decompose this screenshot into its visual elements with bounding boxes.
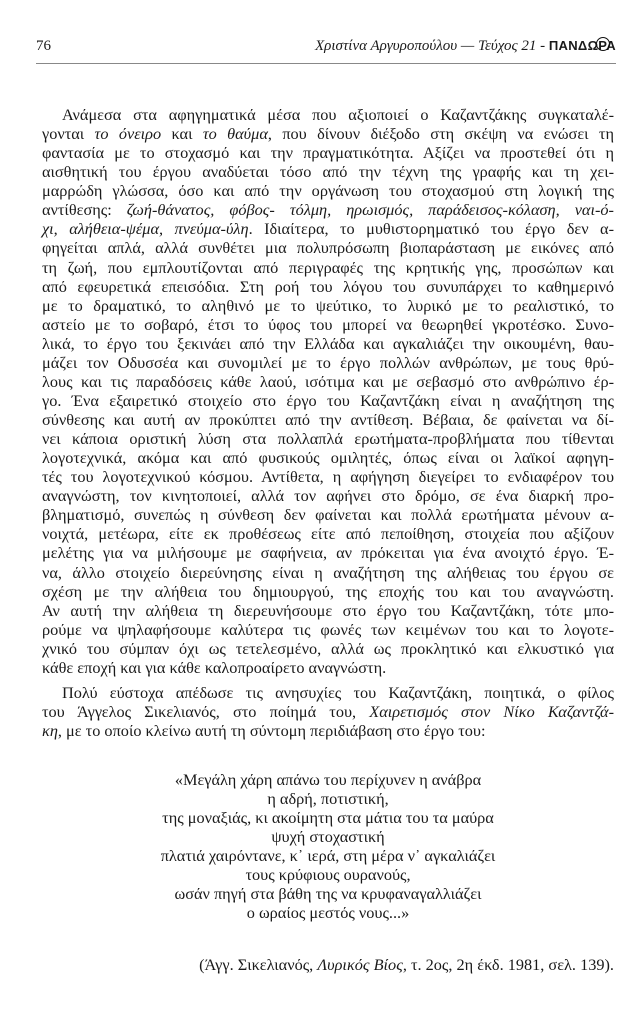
italic-text: κη bbox=[42, 721, 58, 740]
text-line bbox=[42, 702, 614, 721]
text-segment: βληματισμό, συνεπώς η σύνθεση δεν φαίνεται και πολλά ερωτήματα μένουν α- bbox=[42, 505, 614, 525]
text-line bbox=[42, 721, 614, 740]
text-line bbox=[42, 505, 614, 524]
text-segment: γονται bbox=[42, 124, 95, 144]
text-line bbox=[42, 429, 614, 448]
text-segment: τη ζωή, που εμπλουτίζονται από περιγραφές της κρητικής γης, προσώπων και bbox=[42, 257, 614, 277]
text-line bbox=[42, 258, 614, 277]
text-segment: μελέτης για να μιλήσουμε με σαφήνεια, αν πρόκειται για ένα ανοιχτό έργο. Έ- bbox=[42, 543, 614, 563]
text-line bbox=[42, 486, 614, 505]
poem-line: τους κρύφιους ουρανούς, bbox=[245, 865, 411, 884]
text-segment: μάζει τον Οδυσσέα και συνομιλεί με το έργο πολλών ανθρώπων, με τους θρύ- bbox=[42, 352, 614, 372]
text-line bbox=[42, 162, 614, 181]
text-line bbox=[42, 124, 614, 143]
italic-text: Χαιρετισμός στον Νίκο Καζαντζά- bbox=[369, 701, 614, 721]
poem-line: η αδρή, ποτιστική, bbox=[267, 789, 389, 808]
text-segment: νει κάποια οριστική λύση στα πολλαπλά ερωτήματα-προβλήματα που τίθενται bbox=[42, 429, 614, 449]
text-segment: λους και τις παραδόσεις κάθε λαού, ισότιμα και με σεβασμό στο ανθρώπινο έρ- bbox=[42, 371, 614, 391]
text-line bbox=[42, 105, 614, 124]
text-segment: ρούμε να ψηλαφήσουμε καλύτερα τις φωνές των κειμένων του και το λογοτε- bbox=[42, 619, 614, 639]
citation-title: Λυρικός Βίος bbox=[317, 955, 403, 974]
text-line bbox=[42, 448, 614, 467]
text-line bbox=[42, 219, 614, 238]
text-segment: κάθε εποχή και για κάθε καλοπροαίρετο αναγνώστη. bbox=[42, 657, 387, 677]
text-segment: φαντασία με το στοχασμό και την πραγματικότητα. Αξίζει να προστεθεί ότι η bbox=[42, 143, 614, 163]
text-segment: σχέση με την αλήθεια του δημιουργού, της εποχής του και του αναγνώστη. bbox=[42, 581, 614, 601]
header-rule bbox=[36, 63, 616, 64]
page-number: 76 bbox=[36, 38, 51, 54]
text-line bbox=[42, 620, 614, 639]
text-segment: αντίθεσης: bbox=[42, 200, 127, 220]
running-title bbox=[315, 38, 616, 55]
italic-text: ζωή-θάνατος, φόβος- τόλμη, ηρωισμός, παράδεισος-κόλαση, ναι-ό- bbox=[126, 200, 614, 220]
journal-name: ΠΑΝΔΩΡΑ bbox=[548, 38, 616, 53]
text-line bbox=[42, 658, 614, 677]
text-segment: νοιχτά, μετέωρα, είτε εκ προθέσεως είτε από πεποίθηση, στοιχεία που αξίζουν bbox=[42, 524, 614, 544]
text-line bbox=[42, 372, 614, 391]
text-segment: γο. Ένα εξαιρετικό στοιχείο στο έργο του Καζαντζάκη είναι η αναζήτηση της bbox=[42, 390, 614, 410]
text-segment: λογοτεχνικά, ακόμα και από φυσικούς ομιλητές, όπως είναι οι λαϊκοί αφηγη- bbox=[42, 448, 614, 468]
text-segment: , με το οποίο κλείνω αυτή τη σύντομη περιδιάβαση στο έργο του: bbox=[57, 721, 486, 740]
text-segment: αισθητική του έργου αναδύεται τόσο από την τέχνη της γραφής και τη χει- bbox=[42, 162, 614, 182]
text-segment: φηγείται απλά, αλλά συνθέτει μια πολυπρόσωπη βιοπαράσταση με εικόνες από bbox=[42, 238, 614, 258]
text-line bbox=[42, 315, 614, 334]
text-line bbox=[42, 683, 614, 702]
text-segment: λικά, το έργο του ξεκινάει από την Ελλάδα και αγκαλιάζει την οικουμένη, θαυ- bbox=[42, 333, 614, 353]
text-segment: σύνθεσης και αυτή αν προκύπτει από την αντίθεση. Βέβαια, δε φαίνεται να δί- bbox=[42, 410, 614, 429]
journal-logo bbox=[549, 38, 616, 53]
text-line bbox=[42, 277, 614, 296]
text-segment: μαρρώδη γλώσσα, όσο και από την οργάνωση του στοχασμού στη λογική της bbox=[42, 181, 614, 201]
text-line bbox=[42, 200, 614, 219]
italic-text: το θαύμα bbox=[202, 124, 268, 144]
text-line bbox=[42, 582, 614, 601]
poem-line: ωσάν πηγή στα βάθη της να κρυφαναγαλλιάζει bbox=[174, 884, 482, 903]
poem-line: της μοναξιάς, κι ακοίμητη στα μάτια του τα μαύρα bbox=[162, 808, 494, 827]
poem-quote bbox=[42, 770, 614, 922]
text-segment: αναγνώστη, τον κινητοποιεί, αλλά τον αφήνει στο δρόμο, σε ένα διαρκή προ- bbox=[42, 486, 614, 506]
text-segment: Πολύ εύστοχα απέδωσε τις ανησυχίες του Καζαντζάκη, ποιητικά, ο φίλος bbox=[62, 682, 614, 702]
text-line bbox=[42, 391, 614, 410]
poem-line: πλατιά χαιρόντανε, κ᾽ ιερά, στη μέρα ν᾽ αγκαλιάζει bbox=[160, 846, 496, 865]
text-line bbox=[42, 563, 614, 582]
text-segment: χνικό του σύμπαν όχι ως τετελεσμένο, αλλά ως προκλητικό και ελκυστικό για bbox=[42, 638, 614, 658]
italic-text: το όνειρο bbox=[94, 124, 162, 144]
citation bbox=[199, 955, 614, 975]
text-line bbox=[42, 181, 614, 200]
text-line bbox=[42, 410, 614, 429]
text-line bbox=[42, 334, 614, 353]
text-segment: του Άγγελος Σικελιανός, στο ποίημά του, bbox=[42, 701, 370, 721]
text-segment: τές του λογοτεχνικού κόσμου. Αντίθετα, η αφήγηση διεγείρει το ενδιαφέρον του bbox=[42, 467, 614, 487]
text-line bbox=[42, 353, 614, 372]
text-segment: Ανάμεσα στα αφηγηματικά μέσα που αξιοποιεί ο Καζαντζάκης συγκαταλέ- bbox=[62, 105, 614, 124]
text-segment: να, άλλο στοιχείο διερεύνησης είναι η αναζήτηση της αλήθειας του έργου σε bbox=[42, 562, 614, 582]
poem-line: ψυχή στοχαστική bbox=[271, 827, 385, 846]
running-title-text: Χριστίνα Αργυροπούλου — Τεύχος 21 - bbox=[315, 38, 549, 54]
poem-line: «Μεγάλη χάρη απάνω του περίχυνεν η ανάβρα bbox=[174, 770, 482, 789]
text-line bbox=[42, 143, 614, 162]
text-line bbox=[42, 296, 614, 315]
citation-author: (Άγγ. Σικελιανός, bbox=[199, 955, 318, 974]
text-segment: , που δίνουν διέξοδο στη σκέψη να ενώσει τη bbox=[267, 124, 614, 144]
text-line bbox=[42, 601, 614, 620]
poem-line: ο ωραίος μεστός νους...» bbox=[246, 903, 410, 922]
text-segment: . Ιδιαίτερα, το μυθιστορηματικό του έργο δεν α- bbox=[248, 219, 614, 239]
text-segment: με το δραματικό, το αληθινό με το ψεύτικο, το λυρικό με το ρεαλιστικό, το bbox=[42, 295, 614, 315]
text-line bbox=[42, 238, 614, 257]
body-text bbox=[42, 105, 614, 740]
text-line bbox=[42, 543, 614, 562]
italic-text: χι, αλήθεια-ψέμα, πνεύμα-ύλη bbox=[42, 219, 249, 239]
text-line bbox=[42, 467, 614, 486]
text-line bbox=[42, 524, 614, 543]
text-segment: αστείο με το σοβαρό, έτσι το ύφος του μπορεί να θεωρηθεί γκροτέσκο. Συνο- bbox=[42, 314, 614, 334]
text-segment: και bbox=[161, 124, 203, 144]
text-segment: από εφευρετικά επεισόδια. Στη ροή του λόγου του συνυπάρχει το καθημερινό bbox=[42, 276, 614, 296]
text-line bbox=[42, 639, 614, 658]
page-header bbox=[36, 38, 616, 60]
text-segment: Αν αυτή την αλήθεια τη διερευνήσουμε στο έργο του Καζαντζάκη, τότε μπο- bbox=[42, 600, 614, 620]
citation-details: , τ. 2ος, 2η έκδ. 1981, σελ. 139). bbox=[402, 955, 614, 974]
